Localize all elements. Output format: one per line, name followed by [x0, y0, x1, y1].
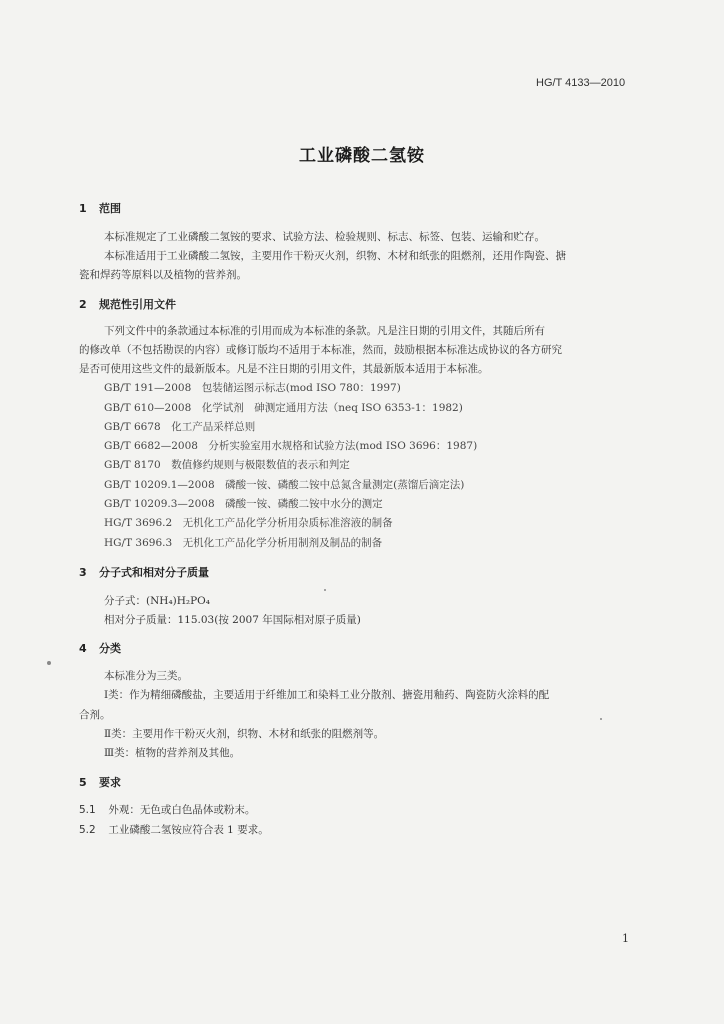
standard-code: HG/T 4133—2010 [536, 77, 626, 89]
item-number: 5.2 [79, 824, 96, 836]
page-number: 1 [622, 932, 629, 945]
section-1-paragraph: 本标准适用于工业磷酸二氢铵，主要用作干粉灭火剂，织物、木材和纸张的阻燃剂，还用作陶瓷、搪 [104, 250, 566, 262]
section-number: 2 [79, 298, 87, 311]
item-number: 5.1 [79, 804, 96, 816]
section-title: 要求 [99, 776, 121, 789]
section-3-heading [79, 564, 209, 580]
section-title: 分子式和相对分子质量 [99, 566, 209, 579]
reference-item: GB/T 10209.1—2008 磷酸一铵、磷酸二铵中总氮含量测定(蒸馏后滴定法) [104, 479, 465, 491]
reference-item: GB/T 6678 化工产品采样总则 [104, 421, 256, 433]
section-number: 5 [79, 776, 87, 789]
scan-speck [600, 718, 602, 720]
section-5-heading [79, 774, 121, 790]
requirement-item [79, 822, 269, 837]
section-4-paragraph: Ⅲ类：植物的营养剂及其他。 [104, 747, 241, 759]
section-4-paragraph: 合剂。 [79, 709, 111, 721]
scan-speck [324, 589, 326, 591]
requirement-item [79, 802, 255, 817]
section-1-heading [79, 200, 121, 216]
item-text: 外观：无色或白色晶体或粉末。 [108, 804, 256, 816]
section-2-paragraph: 是否可使用这些文件的最新版本。凡是不注日期的引用文件，其最新版本适用于本标准。 [79, 363, 489, 375]
section-title: 范围 [99, 202, 121, 215]
section-number: 3 [79, 566, 87, 579]
section-1-paragraph: 瓷和焊药等原料以及植物的营养剂。 [79, 269, 247, 281]
reference-item: GB/T 10209.3—2008 磷酸一铵、磷酸二铵中水分的测定 [104, 498, 383, 510]
section-title: 分类 [99, 642, 121, 655]
section-4-paragraph: Ⅱ类：主要用作干粉灭火剂，织物、木材和纸张的阻燃剂等。 [104, 728, 385, 740]
reference-item: GB/T 6682—2008 分析实验室用水规格和试验方法(mod ISO 3696：1987) [104, 440, 478, 452]
reference-item: GB/T 610—2008 化学试剂 砷测定通用方法（neq ISO 6353-1：1982) [104, 402, 463, 414]
section-4-paragraph: Ⅰ类：作为精细磷酸盐，主要适用于纤维加工和染料工业分散剂、搪瓷用釉药、陶瓷防火涂料的配 [104, 689, 550, 701]
section-2-paragraph: 的修改单（不包括勘误的内容）或修订版均不适用于本标准，然而，鼓励根据本标准达成协议的各方研究 [79, 344, 562, 356]
document-title: 工业磷酸二氢铵 [299, 146, 425, 166]
reference-item: HG/T 3696.2 无机化工产品化学分析用杂质标准溶液的制备 [104, 517, 393, 529]
section-4-paragraph: 本标准分为三类。 [104, 670, 188, 682]
reference-item: GB/T 191—2008 包装储运图示标志(mod ISO 780：1997) [104, 382, 401, 394]
scan-speck [47, 661, 51, 665]
section-2-paragraph: 下列文件中的条款通过本标准的引用而成为本标准的条款。凡是注日期的引用文件，其随后所有 [104, 325, 545, 337]
section-number: 4 [79, 642, 87, 655]
section-1-paragraph: 本标准规定了工业磷酸二氢铵的要求、试验方法、检验规则、标志、标签、包装、运输和贮存。 [104, 231, 545, 243]
section-number: 1 [79, 202, 87, 215]
molecular-mass: 相对分子质量：115.03(按 2007 年国际相对原子质量) [104, 614, 361, 626]
reference-item: GB/T 8170 数值修约规则与极限数值的表示和判定 [104, 459, 350, 471]
reference-item: HG/T 3696.3 无机化工产品化学分析用制剂及制品的制备 [104, 537, 383, 549]
item-text: 工业磷酸二氢铵应符合表 1 要求。 [108, 824, 269, 836]
section-title: 规范性引用文件 [99, 298, 176, 311]
section-4-heading [79, 640, 121, 656]
section-2-heading [79, 296, 176, 312]
molecular-formula: 分子式：(NH₄)H₂PO₄ [104, 595, 210, 607]
